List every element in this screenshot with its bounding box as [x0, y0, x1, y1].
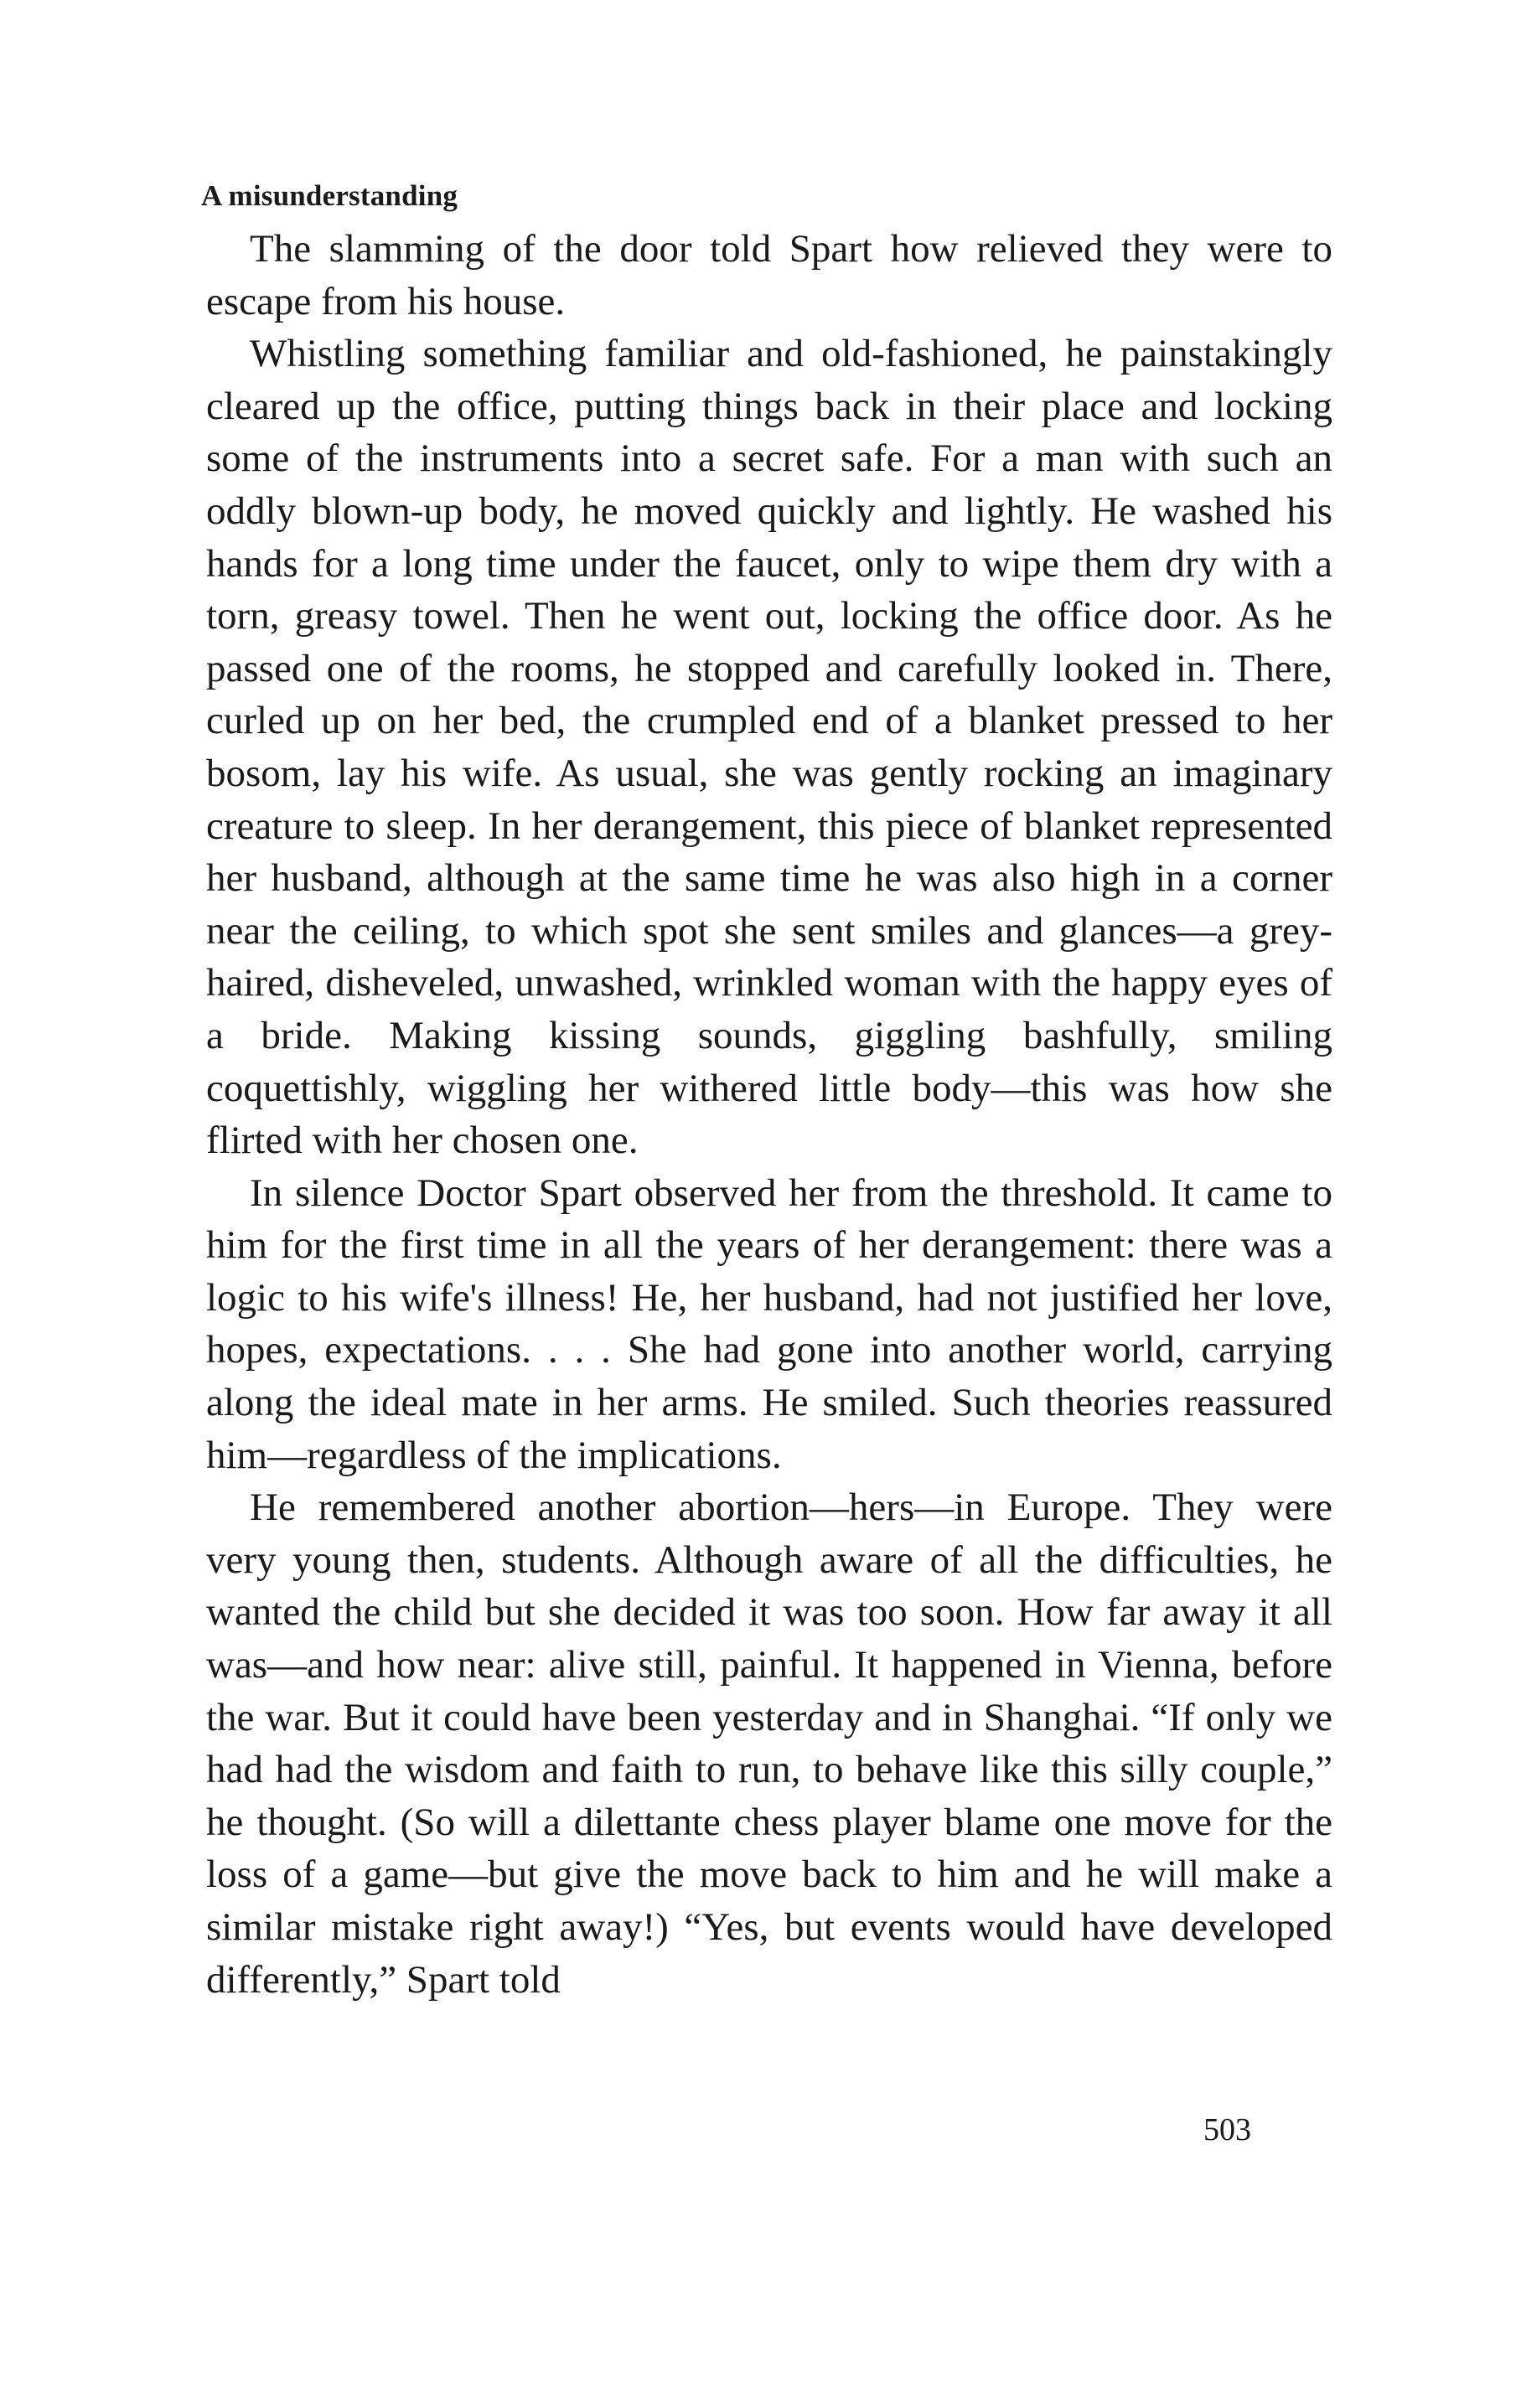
body-text [206, 223, 1332, 2006]
running-head: A misunderstanding [201, 179, 458, 212]
page-number: 503 [1203, 2112, 1251, 2147]
paragraph-4: He remembered another abortion—hers—in Europe. They were very young then, students. Although aware of all the difficulties, he wanted the child but she decided it was too soon. How far away it all was—and how near: alive still, painful. It happened in Vienna, before the war. But it could have been yesterday and in Shanghai. “If only we had had the wisdom and faith to run, to behave like this silly couple,” he thought. (So will a dilettante chess player blame one move for the loss of a game—but give the move back to him and he will make a similar mistake right away!) “Yes, but events would have developed differently,” Spart told [206, 1486, 1332, 2002]
paragraph-3: In silence Doctor Spart observed her from the threshold. It came to him for the first time in all the years of her derangement: there was a logic to his wife's illness! He, her husband, had not justified her love, hopes, expectations. . . . She had gone into another world, carrying along the ideal mate in her arms. He smiled. Such theories reassured him—regardless of the implications. [206, 1170, 1332, 1477]
paragraph-1: The slamming of the door told Spart how relieved they were to escape from his house. [206, 227, 1332, 323]
paragraph-2: Whistling something familiar and old-fashioned, he painstakingly cleared up the office, putting things back in their place and locking some of the instruments into a secret safe. For a man with such an oddly blown-up body, he moved quickly and lightly. He washed his hands for a long time under the faucet, only to wipe them dry with a torn, greasy towel. Then he went out, locking the office door. As he passed one of the rooms, he stopped and carefully looked in. There, curled up on her bed, the crumpled end of a blanket pressed to her bosom, lay his wife. As usual, she was gently rocking an imaginary creature to sleep. In her derangement, this piece of blanket represented her husband, although at the same time he was also high in a corner near the ceiling, to which spot she sent smiles and glances—a grey-haired, disheveled, unwashed, wrinkled woman with the happy eyes of a bride. Making kissing sounds, giggling bashfully, smiling coquettishly, wiggling her withered little body—this was how she flirted with her chosen one. [206, 332, 1332, 1163]
